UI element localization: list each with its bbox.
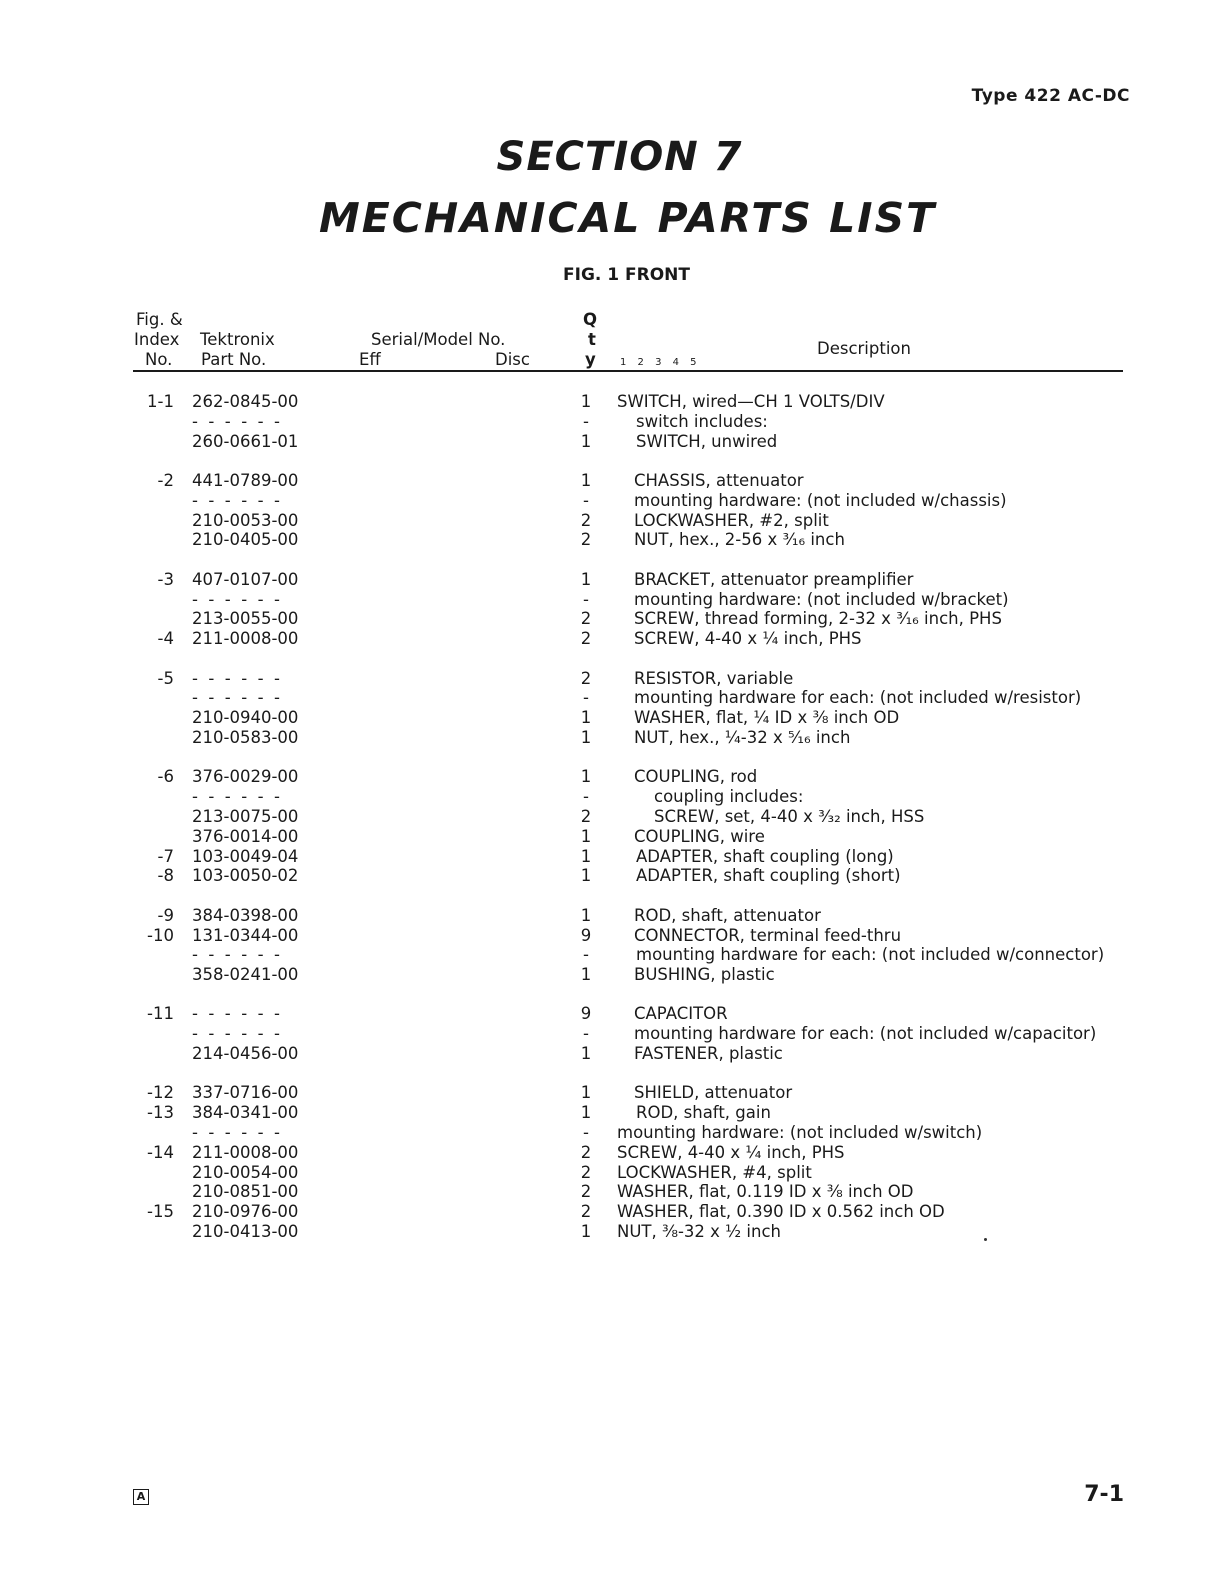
- description-cell: WASHER, flat, 0.390 ID x 0.562 inch OD: [617, 1202, 945, 1222]
- table-row: [0, 906, 1231, 926]
- part-number-cell: - - - - - -: [192, 668, 283, 688]
- col-header-fig-line2: Index: [134, 330, 180, 349]
- part-number-cell: 407-0107-00: [192, 569, 299, 589]
- quantity-cell: 9: [580, 925, 592, 945]
- table-row: [0, 1123, 1231, 1143]
- quantity-cell: 1: [580, 1083, 592, 1103]
- description-cell: LOCKWASHER, #2, split: [634, 510, 829, 530]
- col-header-eff: Eff: [359, 350, 381, 369]
- fig-index-cell: -5: [157, 668, 174, 688]
- table-row: [0, 530, 1231, 550]
- table-row: [0, 491, 1231, 511]
- quantity-cell: 1: [580, 392, 592, 411]
- table-row: [0, 609, 1231, 629]
- header-rule: [133, 370, 1123, 372]
- description-cell: ADAPTER, shaft coupling (long): [636, 846, 894, 866]
- quantity-cell: 1: [580, 1222, 592, 1242]
- col-header-tek-line1: Tektronix: [200, 330, 275, 349]
- page-number: 7-1: [1084, 1482, 1124, 1507]
- part-number-cell: - - - - - -: [192, 1123, 283, 1143]
- description-cell: SCREW, thread forming, 2-32 x ³⁄₁₆ inch, PHS: [634, 609, 1002, 629]
- description-cell: ROD, shaft, gain: [636, 1103, 771, 1123]
- description-cell: SCREW, 4-40 x ¼ inch, PHS: [634, 629, 862, 649]
- description-cell: LOCKWASHER, #4, split: [617, 1162, 812, 1182]
- description-cell: ROD, shaft, attenuator: [634, 905, 821, 925]
- col-header-serial: Serial/Model No.: [371, 330, 506, 349]
- part-number-cell: 210-0976-00: [192, 1202, 299, 1222]
- stray-mark: [984, 1238, 987, 1241]
- part-number-cell: 376-0014-00: [192, 826, 299, 846]
- quantity-cell: 2: [580, 1182, 592, 1202]
- description-cell: SWITCH, unwired: [636, 431, 778, 451]
- table-row: [0, 787, 1231, 807]
- table-row: [0, 570, 1231, 590]
- description-cell: mounting hardware: (not included w/bracket): [634, 589, 1009, 609]
- fig-index-cell: -15: [147, 1202, 174, 1222]
- fig-index-cell: -8: [157, 866, 174, 886]
- description-cell: CAPACITOR: [634, 1004, 728, 1024]
- table-row: [0, 708, 1231, 728]
- quantity-cell: -: [583, 490, 589, 510]
- part-number-cell: 210-0583-00: [192, 727, 299, 747]
- part-number-cell: 260-0661-01: [192, 431, 299, 451]
- table-row: [0, 1143, 1231, 1163]
- part-number-cell: 213-0055-00: [192, 609, 299, 629]
- fig-index-cell: -9: [157, 905, 174, 925]
- parts-list: [0, 392, 1231, 1242]
- quantity-cell: -: [583, 589, 589, 609]
- table-row: [0, 866, 1231, 886]
- fig-index-cell: -12: [147, 1083, 174, 1103]
- quantity-cell: 2: [580, 668, 592, 688]
- col-header-description: Description: [817, 339, 911, 358]
- quantity-cell: 2: [580, 609, 592, 629]
- quantity-cell: 1: [580, 846, 592, 866]
- fig-index-cell: -6: [157, 767, 174, 787]
- description-cell: coupling includes:: [654, 787, 804, 807]
- quantity-cell: 2: [580, 629, 592, 649]
- quantity-cell: 2: [580, 806, 592, 826]
- description-cell: COUPLING, wire: [634, 826, 765, 846]
- document-type-label: Type 422 AC-DC: [971, 86, 1130, 106]
- fig-index-cell: -7: [157, 846, 174, 866]
- table-row: [0, 1222, 1231, 1242]
- part-number-cell: 384-0398-00: [192, 905, 299, 925]
- table-row: [0, 728, 1231, 748]
- table-row: [0, 392, 1231, 412]
- quantity-cell: 1: [580, 727, 592, 747]
- table-row: [0, 511, 1231, 531]
- col-header-tek-line2: Part No.: [201, 350, 267, 369]
- description-cell: switch includes:: [636, 411, 768, 431]
- description-cell: CHASSIS, attenuator: [634, 470, 804, 490]
- table-row: [0, 669, 1231, 689]
- part-number-cell: - - - - - -: [192, 1024, 283, 1044]
- quantity-cell: 1: [580, 866, 592, 886]
- quantity-cell: 1: [580, 470, 592, 490]
- table-row: [0, 1004, 1231, 1024]
- description-cell: RESISTOR, variable: [634, 668, 794, 688]
- quantity-cell: 1: [580, 767, 592, 787]
- fig-index-cell: -13: [147, 1103, 174, 1123]
- table-row: [0, 1202, 1231, 1222]
- quantity-cell: 1: [580, 1044, 592, 1064]
- table-row: [0, 590, 1231, 610]
- fig-index-cell: 1-1: [147, 392, 174, 411]
- quantity-cell: 1: [580, 1103, 592, 1123]
- description-cell: NUT, hex., 2-56 x ³⁄₁₆ inch: [634, 530, 845, 550]
- part-number-cell: 210-0405-00: [192, 530, 299, 550]
- quantity-cell: 2: [580, 1162, 592, 1182]
- description-cell: mounting hardware: (not included w/chassis): [634, 490, 1007, 510]
- table-row: [0, 827, 1231, 847]
- quantity-cell: -: [583, 411, 589, 431]
- table-row: [0, 945, 1231, 965]
- quantity-cell: -: [583, 688, 589, 708]
- table-row: [0, 432, 1231, 452]
- col-header-fig-line1: Fig. &: [136, 310, 183, 329]
- table-row: [0, 1024, 1231, 1044]
- part-number-cell: 210-0413-00: [192, 1222, 299, 1242]
- part-number-cell: 337-0716-00: [192, 1083, 299, 1103]
- figure-title: FIG. 1 FRONT: [563, 265, 690, 285]
- description-cell: SCREW, set, 4-40 x ³⁄₃₂ inch, HSS: [654, 806, 925, 826]
- section-title-heading: MECHANICAL PARTS LIST: [318, 194, 937, 242]
- part-number-cell: - - - - - -: [192, 945, 283, 965]
- part-number-cell: 441-0789-00: [192, 470, 299, 490]
- table-row: [0, 926, 1231, 946]
- part-number-cell: - - - - - -: [192, 411, 283, 431]
- fig-index-cell: -14: [147, 1142, 174, 1162]
- description-cell: BRACKET, attenuator preamplifier: [634, 569, 914, 589]
- description-cell: WASHER, flat, ¼ ID x ⅜ inch OD: [634, 708, 900, 728]
- part-number-cell: 384-0341-00: [192, 1103, 299, 1123]
- table-row: [0, 1182, 1231, 1202]
- quantity-cell: 2: [580, 530, 592, 550]
- part-number-cell: 214-0456-00: [192, 1044, 299, 1064]
- col-header-qty-line3: y: [585, 350, 596, 369]
- fig-index-cell: -4: [157, 629, 174, 649]
- table-row: [0, 767, 1231, 787]
- description-cell: SCREW, 4-40 x ¼ inch, PHS: [617, 1142, 845, 1162]
- table-row: [0, 847, 1231, 867]
- quantity-cell: 1: [580, 826, 592, 846]
- part-number-cell: - - - - - -: [192, 490, 283, 510]
- part-number-cell: 211-0008-00: [192, 1142, 299, 1162]
- description-cell: NUT, ⅜-32 x ½ inch: [617, 1222, 781, 1242]
- description-cell: mounting hardware for each: (not included w/capacitor): [634, 1024, 1097, 1044]
- quantity-cell: 2: [580, 510, 592, 530]
- section-number-heading: SECTION 7: [496, 134, 743, 180]
- quantity-cell: 1: [580, 569, 592, 589]
- description-cell: COUPLING, rod: [634, 767, 758, 787]
- quantity-cell: -: [583, 787, 589, 807]
- quantity-cell: -: [583, 945, 589, 965]
- quantity-cell: 2: [580, 1202, 592, 1222]
- col-header-levels: 1 2 3 4 5: [620, 357, 701, 368]
- part-number-cell: 213-0075-00: [192, 806, 299, 826]
- part-number-cell: 211-0008-00: [192, 629, 299, 649]
- quantity-cell: 1: [580, 905, 592, 925]
- part-number-cell: - - - - - -: [192, 589, 283, 609]
- description-cell: WASHER, flat, 0.119 ID x ⅜ inch OD: [617, 1182, 914, 1202]
- description-cell: ADAPTER, shaft coupling (short): [636, 866, 901, 886]
- description-cell: BUSHING, plastic: [634, 965, 775, 985]
- part-number-cell: 262-0845-00: [192, 392, 299, 411]
- table-row: [0, 1044, 1231, 1064]
- fig-index-cell: -11: [147, 1004, 174, 1024]
- part-number-cell: 376-0029-00: [192, 767, 299, 787]
- description-cell: mounting hardware for each: (not included w/connector): [636, 945, 1105, 965]
- quantity-cell: 2: [580, 1142, 592, 1162]
- part-number-cell: 210-0054-00: [192, 1162, 299, 1182]
- table-row: [0, 688, 1231, 708]
- part-number-cell: - - - - - -: [192, 787, 283, 807]
- table-row: [0, 1083, 1231, 1103]
- revision-mark: A: [133, 1489, 149, 1505]
- fig-index-cell: -10: [147, 925, 174, 945]
- quantity-cell: -: [583, 1024, 589, 1044]
- quantity-cell: -: [583, 1123, 589, 1143]
- quantity-cell: 1: [580, 708, 592, 728]
- description-cell: SHIELD, attenuator: [634, 1083, 793, 1103]
- part-number-cell: - - - - - -: [192, 1004, 283, 1024]
- description-cell: mounting hardware: (not included w/switch): [617, 1123, 983, 1143]
- part-number-cell: 210-0851-00: [192, 1182, 299, 1202]
- table-row: [0, 471, 1231, 491]
- description-cell: NUT, hex., ¼-32 x ⁵⁄₁₆ inch: [634, 727, 851, 747]
- table-row: [0, 1103, 1231, 1123]
- col-header-disc: Disc: [495, 350, 530, 369]
- description-cell: FASTENER, plastic: [634, 1044, 783, 1064]
- part-number-cell: 103-0050-02: [192, 866, 299, 886]
- table-row: [0, 629, 1231, 649]
- part-number-cell: 210-0940-00: [192, 708, 299, 728]
- fig-index-cell: -3: [157, 569, 174, 589]
- fig-index-cell: -2: [157, 470, 174, 490]
- part-number-cell: 103-0049-04: [192, 846, 299, 866]
- description-cell: CONNECTOR, terminal feed-thru: [634, 925, 902, 945]
- col-header-fig-line3: No.: [145, 350, 173, 369]
- quantity-cell: 1: [580, 965, 592, 985]
- col-header-qty-line2: t: [588, 330, 596, 349]
- part-number-cell: 210-0053-00: [192, 510, 299, 530]
- table-row: [0, 1163, 1231, 1183]
- col-header-qty-line1: Q: [583, 310, 598, 329]
- table-row: [0, 965, 1231, 985]
- quantity-cell: 9: [580, 1004, 592, 1024]
- part-number-cell: 358-0241-00: [192, 965, 299, 985]
- part-number-cell: - - - - - -: [192, 688, 283, 708]
- table-row: [0, 807, 1231, 827]
- quantity-cell: 1: [580, 431, 592, 451]
- part-number-cell: 131-0344-00: [192, 925, 299, 945]
- description-cell: mounting hardware for each: (not included w/resistor): [634, 688, 1082, 708]
- table-row: [0, 412, 1231, 432]
- description-cell: SWITCH, wired—CH 1 VOLTS/DIV: [617, 392, 885, 411]
